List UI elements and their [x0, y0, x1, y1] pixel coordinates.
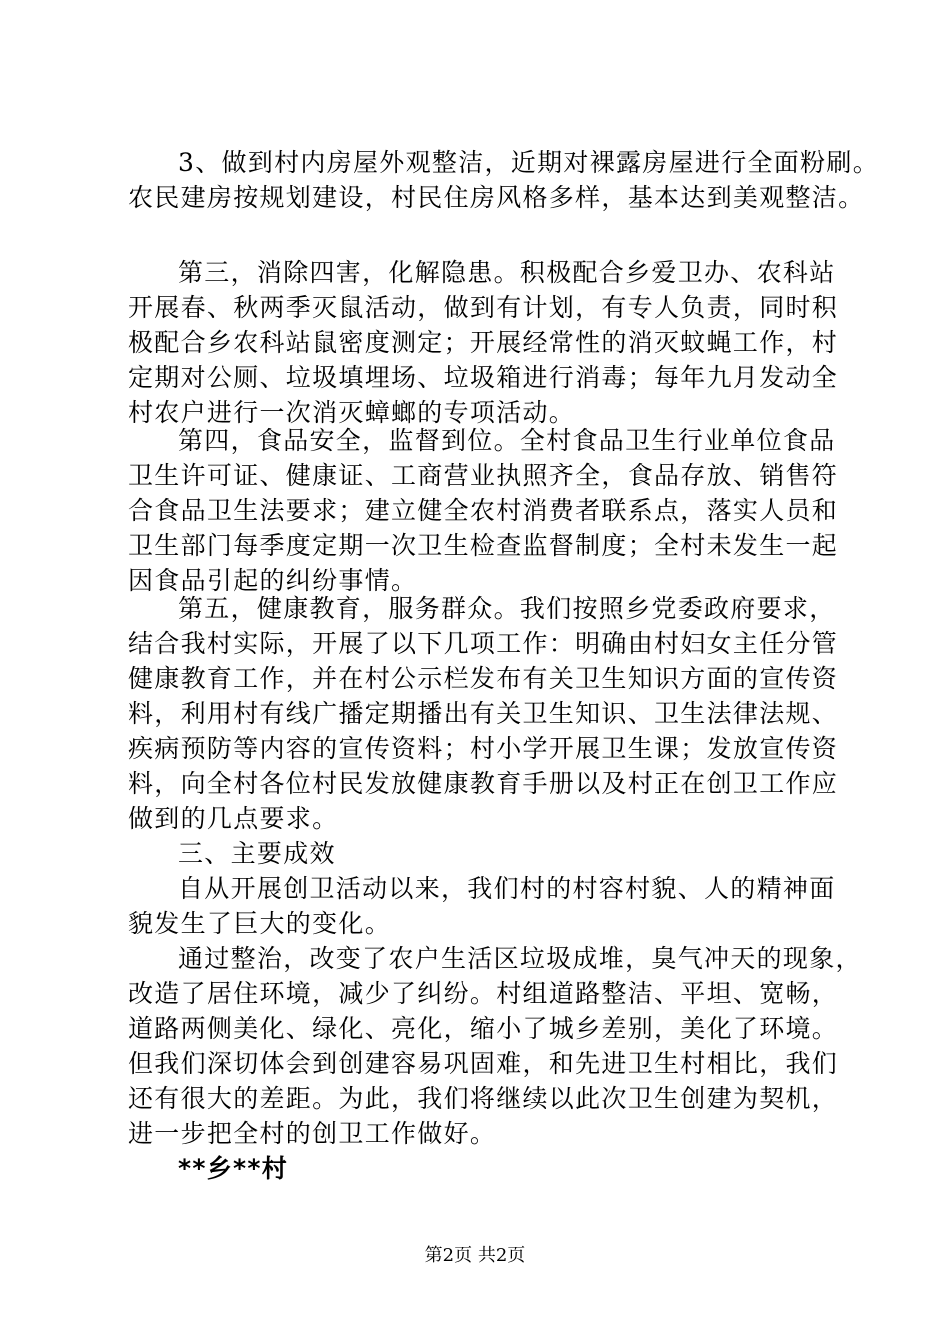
paragraph-line: 开展春、秋两季灭鼠活动，做到有计划，有专人负责，同时积 — [128, 293, 839, 322]
paragraph-line: 3、做到村内房屋外观整洁，近期对裸露房屋进行全面粉刷。 — [178, 148, 880, 177]
paragraph-line: 结合我村实际，开展了以下几项工作：明确由村妇女主任分管 — [128, 629, 839, 658]
paragraph-line: 改造了居住环境，减少了纠纷。村组道路整洁、平坦、宽畅， — [128, 979, 839, 1008]
paragraph-line: 但我们深切体会到创建容易巩固难，和先进卫生村相比，我们 — [128, 1049, 839, 1078]
paragraph-line: 农民建房按规划建设，村民住房风格多样，基本达到美观整洁。 — [128, 183, 865, 212]
paragraph-line: 还有很大的差距。为此，我们将继续以此次卫生创建为契机， — [128, 1084, 839, 1113]
paragraph-line: 第三，消除四害，化解隐患。积极配合乡爱卫办、农科站 — [178, 258, 836, 287]
paragraph-line: 疾病预防等内容的宣传资料；村小学开展卫生课；发放宣传资 — [128, 734, 839, 763]
paragraph-line: 进一步把全村的创卫工作做好。 — [128, 1119, 497, 1148]
paragraph-line: 貌发生了巨大的变化。 — [128, 909, 392, 938]
paragraph-line: 道路两侧美化、绿化、亮化，缩小了城乡差别，美化了环境。 — [128, 1014, 839, 1043]
paragraph-line: 卫生部门每季度定期一次卫生检查监督制度；全村未发生一起 — [128, 531, 839, 560]
paragraph-line: 自从开展创卫活动以来，我们村的村容村貌、人的精神面 — [178, 874, 836, 903]
paragraph-line: 定期对公厕、垃圾填埋场、垃圾箱进行消毒；每年九月发动全 — [128, 363, 839, 392]
paragraph-line: 因食品引起的纠纷事情。 — [128, 566, 418, 595]
paragraph-line: 做到的几点要求。 — [128, 804, 339, 833]
paragraph-line: 料，利用村有线广播定期播出有关卫生知识、卫生法律法规、 — [128, 699, 839, 728]
section-heading: 三、主要成效 — [178, 839, 336, 868]
paragraph-line: 极配合乡农科站鼠密度测定；开展经常性的消灭蚊蝇工作，村 — [128, 328, 839, 357]
paragraph-line: 合食品卫生法要求；建立健全农村消费者联系点，落实人员和 — [128, 496, 839, 525]
paragraph-line: 料，向全村各位村民发放健康教育手册以及村正在创卫工作应 — [128, 769, 839, 798]
paragraph-line: 通过整治，改变了农户生活区垃圾成堆，臭气冲天的现象， — [178, 944, 862, 973]
paragraph-line: 第四，食品安全，监督到位。全村食品卫生行业单位食品 — [178, 426, 836, 455]
page-footer: 第2页 共2页 — [424, 1245, 526, 1266]
signature: **乡**村 — [178, 1154, 289, 1183]
paragraph-line: 卫生许可证、健康证、工商营业执照齐全，食品存放、销售符 — [128, 461, 839, 490]
paragraph-line: 健康教育工作，并在村公示栏发布有关卫生知识方面的宣传资 — [128, 664, 839, 693]
paragraph-line: 村农户进行一次消灭蟑螂的专项活动。 — [128, 398, 576, 427]
paragraph-line: 第五，健康教育，服务群众。我们按照乡党委政府要求， — [178, 594, 836, 623]
